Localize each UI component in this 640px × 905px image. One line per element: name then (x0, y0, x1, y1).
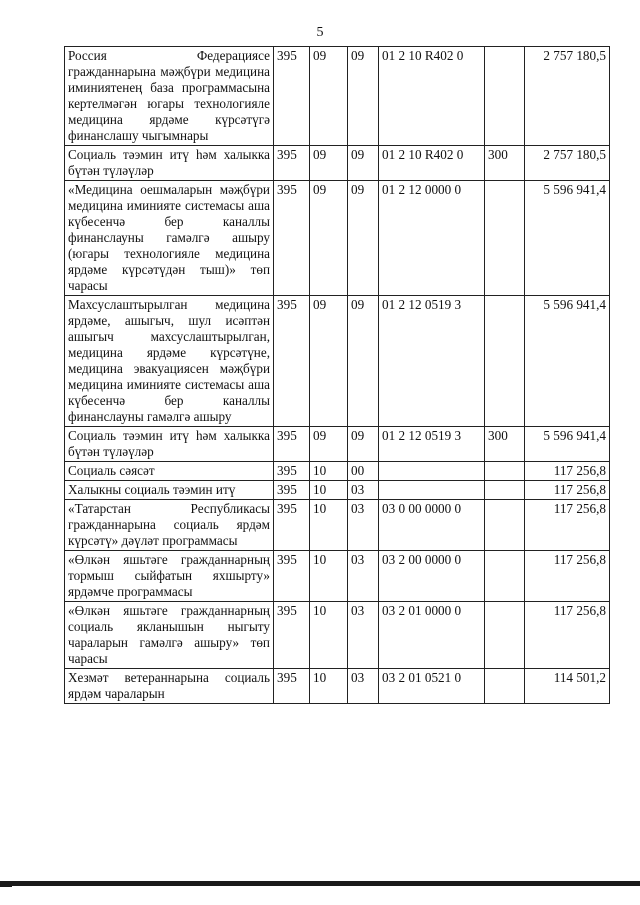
row-target-article-code (379, 481, 485, 500)
row-expense-type-code (485, 481, 525, 500)
row-description: «Өлкән яшьтәге гражданнарның тормыш сыйфатын яхшырту» ярдәмче программасы (65, 551, 274, 602)
row-amount: 117 256,8 (525, 602, 610, 669)
row-ministry-code: 395 (274, 669, 310, 704)
page-number: 5 (316, 25, 324, 40)
table-row (65, 427, 610, 462)
row-subsection-code: 09 (348, 181, 379, 296)
row-expense-type-code: 300 (485, 427, 525, 462)
row-expense-type-code (485, 462, 525, 481)
row-target-article-code: 01 2 10 R402 0 (379, 146, 485, 181)
row-section-code: 10 (310, 481, 348, 500)
scan-edge-bar (0, 881, 640, 886)
row-target-article-code: 01 2 12 0519 3 (379, 296, 485, 427)
row-amount: 5 596 941,4 (525, 427, 610, 462)
row-amount: 114 501,2 (525, 669, 610, 704)
row-expense-type-code (485, 296, 525, 427)
table-row (65, 602, 610, 669)
row-description: Россия Федерациясе гражданнарына мәҗбүри медицина иминиятенең база программасына кертелмәгән югары технологияле медицина ярдәме күрсәтүгә финанслашу чыгымнары (65, 47, 274, 146)
table-row (65, 181, 610, 296)
table-row (65, 296, 610, 427)
row-amount: 117 256,8 (525, 481, 610, 500)
row-description: «Татарстан Республикасы гражданнарына социаль ярдәм күрсәтү» дәүләт программасы (65, 500, 274, 551)
row-subsection-code: 09 (348, 47, 379, 146)
row-section-code: 10 (310, 500, 348, 551)
row-expense-type-code (485, 47, 525, 146)
row-subsection-code: 00 (348, 462, 379, 481)
table-row (65, 551, 610, 602)
row-amount: 5 596 941,4 (525, 296, 610, 427)
row-target-article-code: 03 2 01 0000 0 (379, 602, 485, 669)
row-expense-type-code (485, 669, 525, 704)
row-expense-type-code (485, 551, 525, 602)
row-ministry-code: 395 (274, 181, 310, 296)
row-subsection-code: 03 (348, 602, 379, 669)
row-subsection-code: 09 (348, 427, 379, 462)
row-ministry-code: 395 (274, 602, 310, 669)
table-row (65, 47, 610, 146)
row-expense-type-code: 300 (485, 146, 525, 181)
row-ministry-code: 395 (274, 146, 310, 181)
row-section-code: 10 (310, 602, 348, 669)
row-target-article-code: 01 2 12 0000 0 (379, 181, 485, 296)
table-row (65, 500, 610, 551)
row-section-code: 09 (310, 296, 348, 427)
row-target-article-code: 01 2 10 R402 0 (379, 47, 485, 146)
row-expense-type-code (485, 500, 525, 551)
row-section-code: 09 (310, 146, 348, 181)
row-description: Махсуслаштырылган медицина ярдәме, ашыгыч, шул исәптән ашыгыч махсуслаштырылган, медицина ярдәме күрсәтүне, медицина эвакуациясен мәҗбүри медицина иминияте системасы аша күбесенчә бер каналлы финанслауны гамәлгә ашыру (65, 296, 274, 427)
row-description: Социаль сәясәт (65, 462, 274, 481)
row-subsection-code: 03 (348, 500, 379, 551)
row-target-article-code: 01 2 12 0519 3 (379, 427, 485, 462)
row-expense-type-code (485, 181, 525, 296)
row-amount: 117 256,8 (525, 551, 610, 602)
row-amount: 117 256,8 (525, 462, 610, 481)
row-expense-type-code (485, 602, 525, 669)
row-section-code: 10 (310, 551, 348, 602)
row-subsection-code: 03 (348, 481, 379, 500)
row-target-article-code (379, 462, 485, 481)
row-section-code: 09 (310, 181, 348, 296)
row-amount: 2 757 180,5 (525, 47, 610, 146)
row-description: Социаль тәэмин итү һәм халыкка бүтән түләүләр (65, 146, 274, 181)
row-ministry-code: 395 (274, 462, 310, 481)
row-description: Халыкны социаль тәэмин итү (65, 481, 274, 500)
row-target-article-code: 03 2 00 0000 0 (379, 551, 485, 602)
row-subsection-code: 03 (348, 551, 379, 602)
row-ministry-code: 395 (274, 296, 310, 427)
row-amount: 5 596 941,4 (525, 181, 610, 296)
row-section-code: 09 (310, 427, 348, 462)
budget-table (64, 46, 610, 704)
row-description: Социаль тәэмин итү һәм халыкка бүтән түләүләр (65, 427, 274, 462)
row-description: Хезмәт ветераннарына социаль ярдәм чараларын (65, 669, 274, 704)
table-row (65, 146, 610, 181)
row-target-article-code: 03 2 01 0521 0 (379, 669, 485, 704)
row-ministry-code: 395 (274, 47, 310, 146)
row-target-article-code: 03 0 00 0000 0 (379, 500, 485, 551)
row-section-code: 09 (310, 47, 348, 146)
row-ministry-code: 395 (274, 481, 310, 500)
scan-edge-corner (0, 881, 12, 905)
row-section-code: 10 (310, 462, 348, 481)
row-subsection-code: 09 (348, 146, 379, 181)
row-amount: 117 256,8 (525, 500, 610, 551)
row-ministry-code: 395 (274, 551, 310, 602)
row-description: «Медицина оешмаларын мәҗбүри медицина иминияте системасы аша күбесенчә бер каналлы финанслауны гамәлгә ашыру (югары технологияле медицина ярдәме күрсәтүдән тыш)» төп чарасы (65, 181, 274, 296)
row-amount: 2 757 180,5 (525, 146, 610, 181)
row-subsection-code: 09 (348, 296, 379, 427)
table-row (65, 669, 610, 704)
table-row (65, 462, 610, 481)
row-ministry-code: 395 (274, 427, 310, 462)
row-ministry-code: 395 (274, 500, 310, 551)
row-subsection-code: 03 (348, 669, 379, 704)
row-section-code: 10 (310, 669, 348, 704)
row-description: «Өлкән яшьтәге гражданнарның социаль якланышын ныгыту чараларын гамәлгә ашыру» төп чарасы (65, 602, 274, 669)
table-row (65, 481, 610, 500)
